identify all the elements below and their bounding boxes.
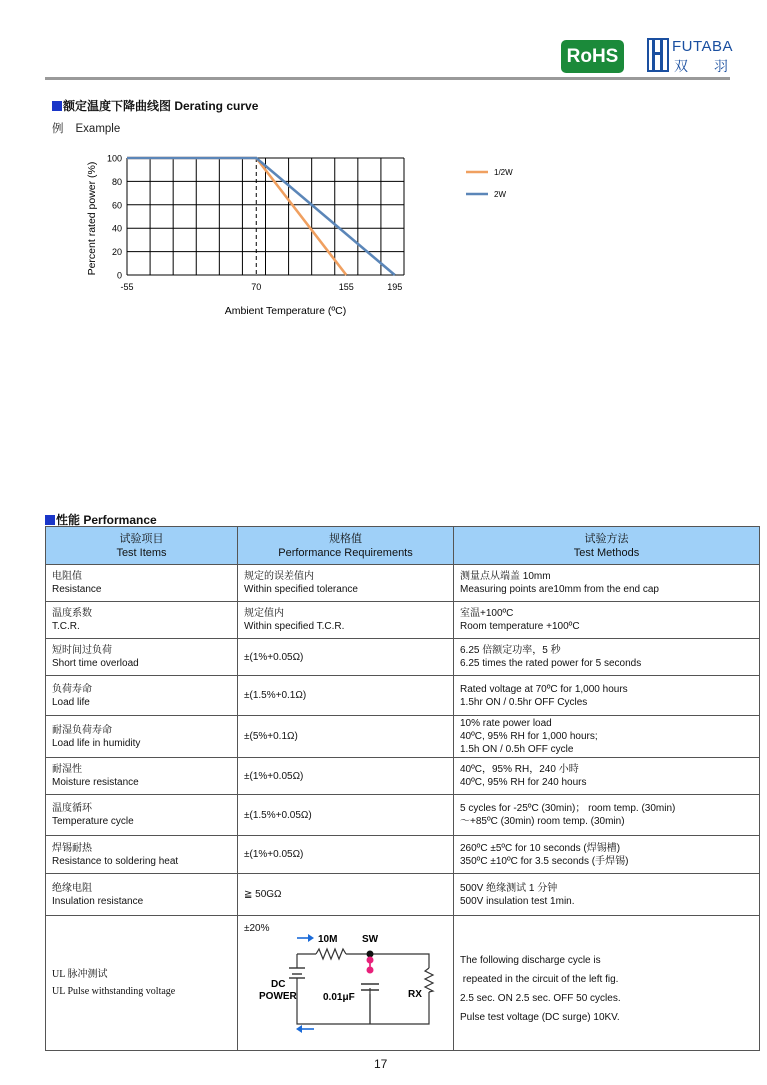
table-row xyxy=(46,836,760,874)
y-tick-label: 20 xyxy=(111,247,122,258)
chart-x-ticks xyxy=(120,282,402,292)
resistor-10m-icon xyxy=(316,949,346,959)
table-row xyxy=(46,676,760,716)
header-divider xyxy=(45,77,730,80)
cell-requirement: ±(5%+0.1Ω) xyxy=(238,716,454,758)
chart-grid xyxy=(127,158,404,275)
label-power: POWER xyxy=(259,991,297,1002)
brand-name: FUTABA xyxy=(672,38,734,55)
cell-requirement: ±(1.5%+0.05Ω) xyxy=(238,795,454,836)
cell-requirement: ±(1%+0.05Ω) xyxy=(238,836,454,874)
chart-legend xyxy=(466,168,513,199)
example-label xyxy=(52,120,120,136)
example-cn: 例 xyxy=(52,123,64,135)
section-square-icon xyxy=(45,515,55,525)
rohs-badge: RoHS xyxy=(561,40,624,73)
performance-table xyxy=(45,526,760,1051)
label-capacitor: 0.01μF xyxy=(323,992,355,1003)
cell-requirement: ±(1%+0.05Ω) xyxy=(238,639,454,676)
brand-cn-char-1: 双 xyxy=(674,58,688,74)
pulse-tolerance: ±20% xyxy=(244,923,270,934)
header-test-methods: 试验方法 Test Methods xyxy=(454,527,760,565)
label-sw: SW xyxy=(362,934,379,945)
header-test-items: 试验项目 Test Items xyxy=(46,527,238,565)
x-tick-label: -55 xyxy=(120,282,134,292)
cell-test-method: 5 cycles for -25ºC (30min)； room temp. (30min) ～+85ºC (30min) room temp. (30min) xyxy=(454,795,760,836)
legend-label: 2W xyxy=(494,190,506,199)
table-row xyxy=(46,716,760,758)
table-row-pulse xyxy=(46,916,760,1051)
cell-test-item: UL 脉冲测试 UL Pulse withstanding voltage xyxy=(46,916,238,1051)
chart-series xyxy=(127,158,395,275)
pulse-test-circuit-diagram xyxy=(238,916,454,1050)
cell-test-item: 负荷寿命 Load life xyxy=(46,676,238,716)
derating-section-title xyxy=(52,97,258,114)
brand-cn-char-2: 羽 xyxy=(714,58,728,74)
series-line-0 xyxy=(127,158,346,275)
chart-x-label: Ambient Temperature (ºC) xyxy=(224,305,347,317)
cell-test-item: 耐湿性 Moisture resistance xyxy=(46,758,238,795)
cell-test-item: 电阻值 Resistance xyxy=(46,565,238,602)
cell-test-method: 40ºC，95% RH，240 小時 40ºC, 95% RH for 240 hours xyxy=(454,758,760,795)
label-10m: 10M xyxy=(318,934,338,945)
series-line-1 xyxy=(127,158,395,275)
y-tick-label: 60 xyxy=(111,200,122,211)
derating-chart xyxy=(80,148,540,323)
section-square-icon xyxy=(52,101,62,111)
y-tick-label: 0 xyxy=(116,270,122,281)
cell-test-method: 测量点从端盖 10mm Measuring points are10mm from the end cap xyxy=(454,565,760,602)
cell-requirement: 规定值内 Within specified T.C.R. xyxy=(238,602,454,639)
current-arrow-icon xyxy=(297,934,314,942)
x-tick-label: 155 xyxy=(338,282,354,292)
page-number: 17 xyxy=(374,1057,388,1071)
table-row xyxy=(46,565,760,602)
table-header-row xyxy=(46,527,760,565)
y-tick-label: 100 xyxy=(106,153,122,164)
table-row xyxy=(46,639,760,676)
resistor-rx-icon xyxy=(425,968,433,992)
cell-requirement: ±(1.5%+0.1Ω) xyxy=(238,676,454,716)
cell-test-method: 500V 绝缘测试 1 分钟 500V insulation test 1min. xyxy=(454,874,760,916)
table-row xyxy=(46,758,760,795)
cell-test-item: 耐湿负荷寿命 Load life in humidity xyxy=(46,716,238,758)
cell-test-method: 10% rate power load 40ºC, 95% RH for 1,000 hours; 1.5h ON / 0.5h OFF cycle xyxy=(454,716,760,758)
cell-test-item: 短时间过负荷 Short time overload xyxy=(46,639,238,676)
table-row xyxy=(46,874,760,916)
y-tick-label: 40 xyxy=(111,223,122,234)
table-row xyxy=(46,602,760,639)
table-row xyxy=(46,795,760,836)
performance-title-text: 性能 Performance xyxy=(56,513,157,527)
current-arrow-icon xyxy=(296,1025,314,1033)
cell-test-method: 室温+100ºC Room temperature +100ºC xyxy=(454,602,760,639)
x-tick-label: 195 xyxy=(387,282,403,292)
futaba-logo-icon xyxy=(647,38,669,72)
example-en: Example xyxy=(75,123,121,135)
x-tick-label: 70 xyxy=(251,282,262,292)
cell-test-item: 焊锡耐热 Resistance to soldering heat xyxy=(46,836,238,874)
derating-title-text: 额定温度下降曲线图 Derating curve xyxy=(63,99,259,113)
label-rx: RX xyxy=(408,989,422,1000)
cell-test-method: 260ºC ±5ºC for 10 seconds (焊锡槽) 350ºC ±10ºC for 3.5 seconds (手焊锡) xyxy=(454,836,760,874)
legend-label: 1/2W xyxy=(494,168,513,177)
cell-test-method: Rated voltage at 70ºC for 1,000 hours 1.5hr ON / 0.5hr OFF Cycles xyxy=(454,676,760,716)
brand-name-cn xyxy=(674,56,728,76)
chart-y-ticks xyxy=(107,154,122,281)
cell-test-method: 6.25 倍额定功率，5 秒 6.25 times the rated power for 5 seconds xyxy=(454,639,760,676)
cell-requirement: ±(1%+0.05Ω) xyxy=(238,758,454,795)
header-requirements: 规格值 Performance Requirements xyxy=(238,527,454,565)
chart-y-label: Percent rated power (%) xyxy=(86,161,98,276)
cell-test-method: The following discharge cycle is repeated in the circuit of the left fig. 2.5 sec. ON 2.5 sec. OFF 50 cycles. Pulse test voltage (DC surge) 10KV. xyxy=(454,916,760,1051)
cell-test-item: 绝缘电阻 Insulation resistance xyxy=(46,874,238,916)
cell-requirement: 规定的误差值内 Within specified tolerance xyxy=(238,565,454,602)
cell-test-item: 温度循环 Temperature cycle xyxy=(46,795,238,836)
label-dc: DC xyxy=(271,979,286,990)
y-tick-label: 80 xyxy=(111,176,122,187)
cell-test-item: 温度系数 T.C.R. xyxy=(46,602,238,639)
cell-requirement: ≧ 50GΩ xyxy=(238,874,454,916)
switch-contact-icon xyxy=(367,951,374,958)
cell-requirement-circuit xyxy=(238,916,454,1051)
